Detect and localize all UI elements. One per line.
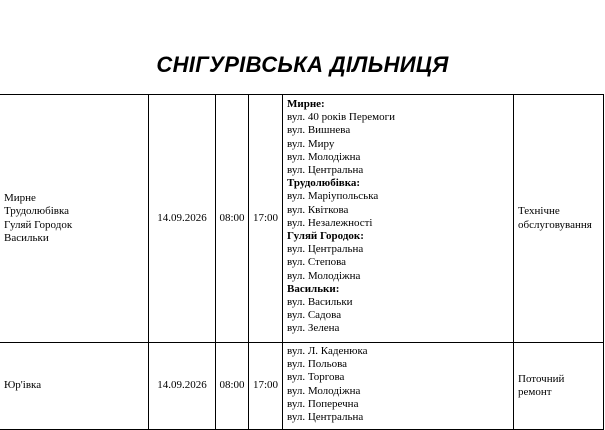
street-name: вул. Незалежності	[287, 216, 373, 229]
work-type-text: ремонт	[518, 386, 552, 398]
streets-cell	[283, 95, 514, 343]
start-time-cell: 08:00	[216, 343, 249, 430]
street-name: вул. Л. Каденюка	[287, 345, 368, 357]
settlement-name: Мирне	[4, 192, 36, 205]
settlement-name: Трудолюбівка	[4, 205, 70, 218]
street-name: вул. Квіткова	[287, 203, 349, 216]
streets-cell	[283, 343, 514, 430]
street-name: вул. Молодіжна	[287, 269, 361, 282]
street-name: вул. Торгова	[287, 371, 345, 384]
street-name: вул. Центральна	[287, 243, 364, 256]
work-type-cell	[514, 343, 604, 430]
village-heading: Васильки:	[287, 282, 340, 295]
village-heading: Мирне:	[287, 98, 325, 110]
street-name: вул. Васильки	[287, 296, 353, 309]
village-heading: Трудолюбівка:	[287, 177, 361, 190]
street-name: вул. Миру	[287, 137, 335, 150]
street-name: вул. Польова	[287, 358, 348, 371]
street-name: вул. Степова	[287, 256, 347, 269]
work-type-cell	[514, 95, 604, 343]
settlement-name: Гуляй Городок	[4, 218, 73, 231]
work-type-text: Поточний	[518, 372, 565, 385]
street-name: вул. Садова	[287, 309, 342, 322]
village-heading: Гуляй Городок:	[287, 230, 364, 243]
settlement-name: Васильки	[4, 231, 49, 244]
street-name: вул. Молодіжна	[287, 384, 361, 397]
end-time-cell: 17:00	[249, 95, 283, 343]
outage-schedule-table	[0, 94, 604, 430]
settlement-name: Юр'івка	[4, 379, 42, 392]
street-name: вул. Центральна	[287, 164, 364, 177]
date-cell: 14.09.2026	[149, 343, 216, 430]
street-name: вул. 40 років Перемоги	[287, 111, 395, 124]
work-type-text: обслуговування	[518, 218, 592, 231]
street-name: вул. Зелена	[287, 322, 340, 335]
street-name: вул. Молодіжна	[287, 150, 361, 163]
date-cell: 14.09.2026	[149, 95, 216, 343]
street-name: вул. Вишнева	[287, 124, 351, 137]
table-row	[0, 95, 604, 343]
street-name: вул. Маріупольська	[287, 190, 379, 203]
settlements-cell	[0, 95, 149, 343]
end-time-cell: 17:00	[249, 343, 283, 430]
work-type-text: Технічне	[518, 205, 560, 218]
start-time-cell: 08:00	[216, 95, 249, 343]
street-name: вул. Центральна	[287, 411, 364, 424]
street-name: вул. Поперечна	[287, 397, 359, 410]
settlements-cell	[0, 343, 149, 430]
page-title: СНІГУРІВСЬКА ДІЛЬНИЦЯ	[156, 52, 449, 77]
table-row	[0, 343, 604, 430]
